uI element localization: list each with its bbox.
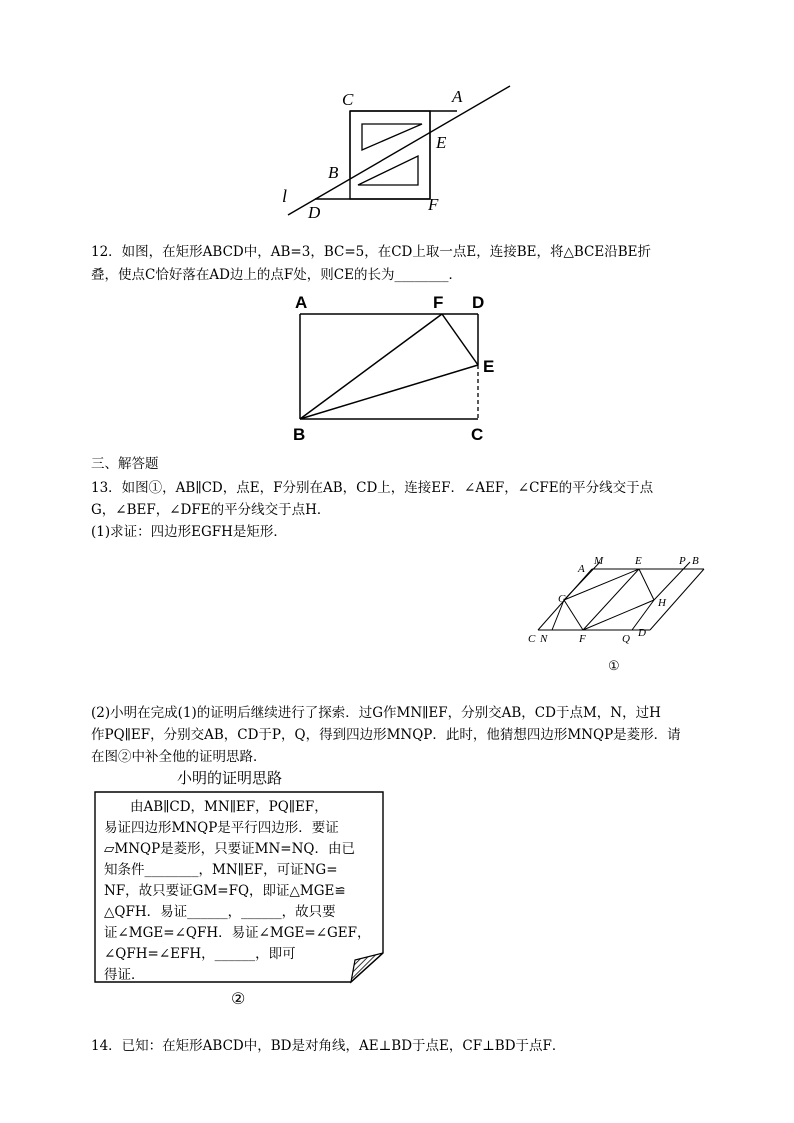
label-e: E — [635, 555, 642, 567]
label-b: B — [692, 555, 699, 567]
proof-line: 知条件________，MN∥EF，可证NG= — [104, 862, 338, 878]
figure-q12 — [285, 288, 515, 448]
label-f: F — [433, 293, 444, 312]
label-g: G — [558, 593, 566, 605]
proof-line: ∠QFH=∠EFH，______，即可 — [104, 946, 296, 962]
label-f: F — [579, 633, 586, 645]
label-n: N — [540, 633, 548, 645]
q13-part2-line1: (2)小明在完成(1)的证明后继续进行了探索．过G作MN∥EF，分别交AB，CD于点M，N，过H — [91, 705, 661, 721]
label-f: F — [428, 195, 439, 214]
label-d: D — [638, 627, 646, 639]
label-b: B — [328, 163, 339, 182]
label-q: Q — [622, 633, 630, 645]
label-l: l — [282, 186, 288, 206]
q12-line1: 12．如图，在矩形ABCD中，AB=3，BC=5，在CD上取一点E，连接BE，将△BCE沿BE折 — [91, 244, 652, 260]
q13-line2: G，∠BEF，∠DFE的平分线交于点H． — [91, 502, 331, 518]
figure-caption-1: ① — [608, 658, 620, 673]
section-heading: 三、解答题 — [91, 456, 159, 472]
label-e: E — [436, 133, 447, 152]
label-a: A — [452, 87, 463, 106]
proof-line: 由AB∥CD，MN∥EF，PQ∥EF， — [130, 799, 328, 815]
q14-line1: 14．已知：在矩形ABCD中，BD是对角线，AE⊥BD于点E，CF⊥BD于点F． — [91, 1038, 566, 1054]
label-m: M — [594, 555, 604, 567]
q13-part2-line2: 作PQ∥EF，分别交AB，CD于P，Q，得到四边形MNQP．此时，他猜想四边形MNQP是菱形．请 — [91, 727, 681, 743]
proof-box-title: 小明的证明思路 — [177, 769, 283, 787]
q13-part1: (1)求证：四边形EGFH是矩形． — [91, 524, 287, 540]
label-d: D — [308, 203, 321, 222]
proof-line: 证∠MGE=∠QFH．易证∠MGE=∠GEF， — [104, 925, 371, 941]
label-c: C — [342, 90, 354, 109]
proof-note-body — [104, 797, 380, 986]
q13-part2-line3: 在图②中补全他的证明思路． — [91, 749, 267, 765]
proof-line: 易证四边形MNQP是平行四边形．要证 — [104, 820, 339, 836]
q13-line1: 13．如图①，AB∥CD，点E，F分别在AB，CD上，连接EF．∠AEF，∠CFE的平分线交于点 — [91, 480, 654, 496]
label-e: E — [483, 357, 495, 376]
label-a: A — [295, 293, 308, 312]
label-a: A — [578, 563, 585, 575]
q12-line2: 叠，使点C恰好落在AD边上的点F处，则CE的长为________． — [91, 267, 462, 283]
figure-q13-1 — [522, 550, 712, 675]
label-b: B — [293, 425, 306, 444]
label-h: H — [658, 597, 666, 609]
proof-line: 得证． — [104, 967, 145, 983]
label-d: D — [472, 293, 485, 312]
proof-line: NF，故只要证GM=FQ，即证△MGE≌ — [104, 883, 346, 899]
label-c: C — [528, 633, 536, 645]
figure-q11 — [270, 80, 530, 230]
figure-caption-2: ② — [231, 989, 246, 1008]
label-c: C — [471, 425, 484, 444]
proof-line: ▱MNQP是菱形，只要证MN=NQ．由已 — [104, 841, 355, 857]
label-p: P — [679, 555, 686, 567]
proof-line: △QFH．易证______，______，故只要 — [104, 904, 336, 920]
